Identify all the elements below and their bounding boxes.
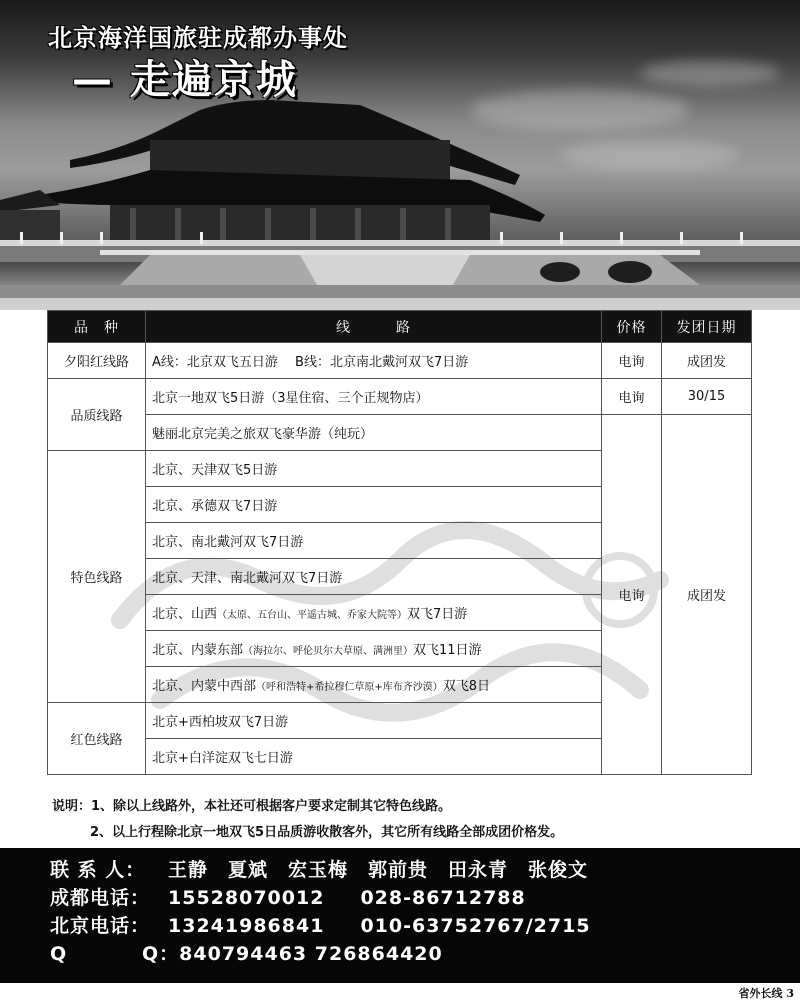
- category-cell: 红色线路: [48, 703, 146, 775]
- route-cell: 北京+白洋淀双飞七日游: [146, 739, 602, 775]
- table-row: [48, 343, 752, 379]
- agency-title: 北京海洋国旅驻成都办事处: [48, 24, 348, 52]
- contacts-row: [50, 856, 800, 884]
- route-detail: （太原、五台山、平遥古城、乔家大院等）: [217, 610, 408, 621]
- route-suffix: 双飞7日游: [407, 607, 468, 622]
- chengdu-phone-row: [50, 884, 800, 912]
- table-row: [48, 379, 752, 415]
- header-date: 发团日期: [662, 311, 752, 343]
- route-detail: （呼和浩特+希拉穆仁草原+库布齐沙漠）: [256, 682, 443, 693]
- contact-panel: [0, 848, 800, 983]
- header-price: 价格: [602, 311, 662, 343]
- route-cell: [146, 631, 602, 667]
- note-line-2: 2、以上行程除北京一地双飞5日品质游收散客外，其它所有线路全部成团价格发。: [90, 825, 564, 840]
- route-suffix: 双飞11日游: [413, 643, 482, 658]
- header-route: 线 路: [146, 311, 602, 343]
- beijing-phone-row: [50, 912, 800, 940]
- category-cell: 品质线路: [48, 379, 146, 451]
- header-banner: [0, 0, 800, 310]
- qq-numbers[interactable]: 840794463 726864420: [179, 943, 443, 965]
- route-cell: 北京、南北戴河双飞7日游: [146, 523, 602, 559]
- route-cell: [146, 667, 602, 703]
- date-cell: 成团发: [662, 343, 752, 379]
- contacts-label: 联 系 人：: [50, 859, 146, 881]
- route-cell: 北京、天津、南北戴河双飞7日游: [146, 559, 602, 595]
- beijing-phone-label: 北京电话：: [50, 915, 151, 937]
- date-cell-shared: 成团发: [662, 415, 752, 775]
- chengdu-mobile[interactable]: 15528070012: [168, 887, 325, 909]
- route-main: 北京、内蒙中西部: [152, 679, 257, 694]
- category-cell: 夕阳红线路: [48, 343, 146, 379]
- price-cell-shared: 电询: [602, 415, 662, 775]
- slogan: — 走遍京城: [72, 57, 298, 103]
- price-cell: 电询: [602, 343, 662, 379]
- route-cell: 北京一地双飞5日游（3星住宿、三个正规物店）: [146, 379, 602, 415]
- chengdu-phone-label: 成都电话：: [50, 887, 151, 909]
- contacts-names: 王静 夏斌 宏玉梅 郭前贵 田永青 张俊文: [168, 859, 589, 881]
- beijing-mobile[interactable]: 13241986841: [168, 915, 325, 937]
- note-line-1: 说明：1、除以上线路外，本社还可根据客户要求定制其它特色线路。: [52, 799, 452, 814]
- header-category: 品 种: [48, 311, 146, 343]
- route-cell: 北京+西柏坡双飞7日游: [146, 703, 602, 739]
- qq-label: Q: [50, 943, 68, 965]
- route-detail: （海拉尔、呼伦贝尔大草原、满洲里）: [243, 646, 414, 657]
- category-cell: 特色线路: [48, 451, 146, 703]
- route-cell: 北京、承德双飞7日游: [146, 487, 602, 523]
- chengdu-landline[interactable]: 028-86712788: [360, 887, 526, 909]
- routes-table: [47, 310, 752, 775]
- route-cell: 魅丽北京完美之旅双飞豪华游（纯玩）: [146, 415, 602, 451]
- route-cell: [146, 595, 602, 631]
- price-cell: 电询: [602, 379, 662, 415]
- date-cell: 30/15: [662, 379, 752, 415]
- route-suffix: 双飞8日: [442, 679, 491, 694]
- qq-prefix: Q：: [142, 943, 180, 965]
- notes: [52, 794, 563, 846]
- page-footer: 省外长线 3: [738, 987, 794, 1000]
- table-row: [48, 415, 752, 451]
- beijing-landline[interactable]: 010-63752767/2715: [360, 915, 591, 937]
- table-header-row: [48, 311, 752, 343]
- route-cell: 北京、天津双飞5日游: [146, 451, 602, 487]
- routes-table-container: [47, 310, 751, 775]
- route-cell: A线：北京双飞五日游 B线：北京南北戴河双飞7日游: [146, 343, 602, 379]
- route-main: 北京、内蒙东部: [152, 643, 244, 658]
- route-main: 北京、山西: [152, 607, 218, 622]
- qq-row: [50, 940, 800, 968]
